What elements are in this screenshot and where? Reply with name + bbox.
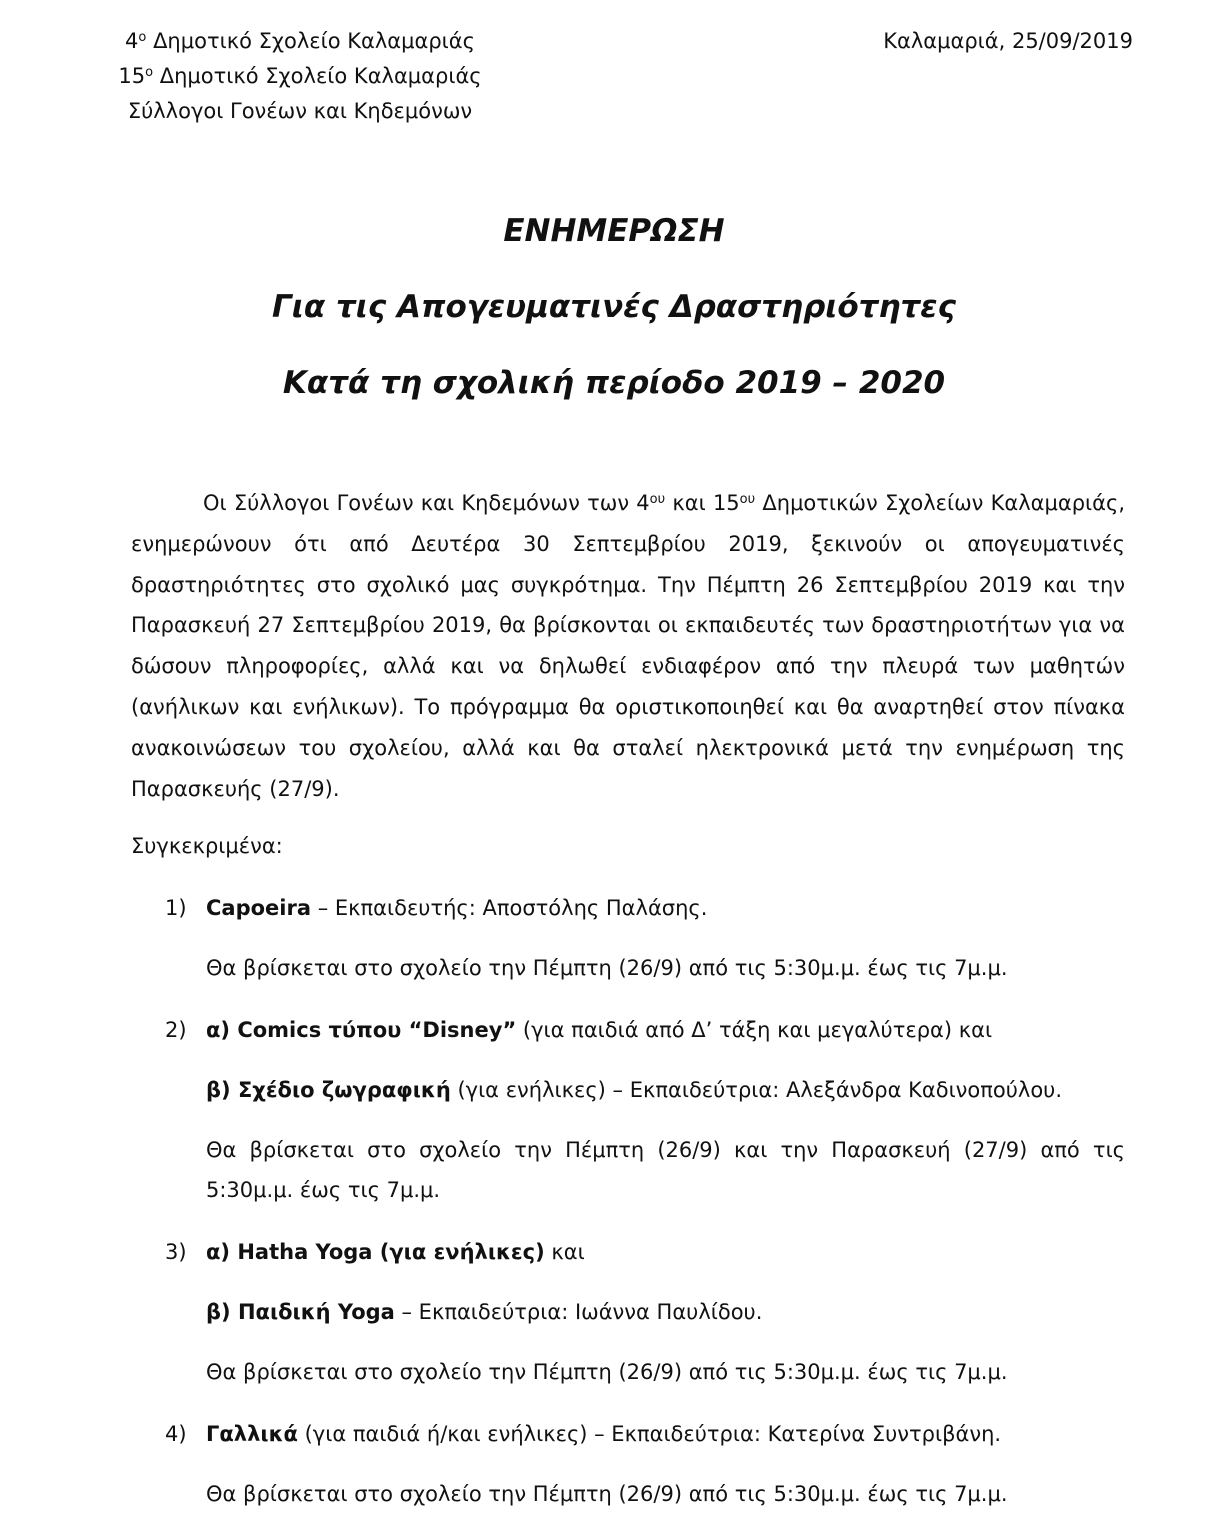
intro-text-3: Δημοτικών Σχολείων Καλαμαριάς, ενημερώνουν ότι από Δευτέρα 30 Σεπτεμβρίου 2019, ξεκινούν οι απογευματινές δραστηριότητες στο σχολικό μας συγκρότημα. Την Πέμπτη 26 Σεπτεμβρίου 2019 και την Παρασκευή 27 Σεπτεμβρίου 2019, θα βρίσκονται οι εκπαιδευτές των δραστηριοτήτων για να δώσουν πληροφορίες, αλλά και να δηλωθεί ενδιαφέρον από την πλευρά των μαθητών (ανήλικων και ενήλικων). Το πρόγραμμα θα οριστικοποιηθεί και θα αναρτηθεί στον πίνακα ανακοινώσεων του σχολείου, αλλά και θα σταλεί ηλεκτρονικά μετά την ενημέρωση της Παρασκευής (27/9).	[131, 491, 1125, 801]
school-1-name: Δημοτικό Σχολείο Καλαμαριάς	[146, 29, 475, 53]
intro-ordinal-2: ου	[739, 492, 756, 507]
activity-name: β) Παιδική Yoga	[206, 1300, 395, 1324]
activity-schedule: Θα βρίσκεται στο σχολείο την Πέμπτη (26/9) και την Παρασκευή (27/9) από τις 5:30μ.μ. έως τις 7μ.μ.	[206, 1138, 1125, 1202]
activity-info: και	[544, 1240, 585, 1264]
activities-list	[165, 888, 1125, 1514]
list-item	[165, 1010, 1125, 1050]
letterhead	[100, 24, 500, 129]
school-2-number: 15	[118, 64, 146, 88]
activity-schedule: Θα βρίσκεται στο σχολείο την Πέμπτη (26/9) από τις 5:30μ.μ. έως τις 7μ.μ.	[206, 956, 1008, 980]
list-subitem	[165, 1070, 1125, 1110]
intro-paragraph	[131, 483, 1125, 809]
activity-info: – Εκπαιδευτής: Αποστόλης Παλάσης.	[311, 896, 708, 920]
school-2-ordinal: ο	[145, 65, 154, 80]
place-date: Καλαμαριά, 25/09/2019	[883, 29, 1133, 53]
list-subitem	[165, 1292, 1125, 1332]
activity-info: – Εκπαιδεύτρια: Ιωάννα Παυλίδου.	[394, 1300, 763, 1324]
title-subject: Για τις Απογευματινές Δραστηριότητες	[272, 289, 956, 325]
activity-name: Γαλλικά	[206, 1422, 298, 1446]
intro-text-1: Οι Σύλλογοι Γονέων και Κηδεμόνων των 4	[203, 491, 650, 515]
school-2-name: Δημοτικό Σχολείο Καλαμαριάς	[153, 64, 482, 88]
activity-info: (για ενήλικες) – Εκπαιδεύτρια: Αλεξάνδρα Καδινοπούλου.	[450, 1078, 1062, 1102]
activity-info: (για παιδιά από Δ’ τάξη και μεγαλύτερα) και	[516, 1018, 993, 1042]
activity-schedule: Θα βρίσκεται στο σχολείο την Πέμπτη (26/9) από τις 5:30μ.μ. έως τις 7μ.μ.	[206, 1360, 1008, 1384]
specifically-label: Συγκεκριμένα:	[131, 834, 283, 858]
intro-text-2: και 15	[665, 491, 740, 515]
title-main: ΕΝΗΜΕΡΩΣΗ	[503, 213, 725, 249]
associations-line: Σύλλογοι Γονέων και Κηδεμόνων	[127, 99, 473, 123]
activity-schedule: Θα βρίσκεται στο σχολείο την Πέμπτη (26/9) από τις 5:30μ.μ. έως τις 7μ.μ.	[206, 1482, 1008, 1506]
school-1-line	[100, 24, 500, 59]
activity-name: Capoeira	[206, 896, 312, 920]
item-number: 2)	[165, 1018, 187, 1042]
list-item	[165, 888, 1125, 928]
school-2-line	[100, 59, 500, 94]
activity-name: α) Comics τύπου “Disney”	[206, 1018, 517, 1042]
item-number: 4)	[165, 1422, 187, 1446]
item-number: 1)	[165, 896, 187, 920]
title-block	[0, 206, 1228, 434]
school-1-number: 4	[125, 29, 139, 53]
title-period: Κατά τη σχολική περίοδο 2019 – 2020	[282, 365, 946, 401]
intro-ordinal-1: ου	[649, 492, 666, 507]
activity-name: α) Hatha Yoga (για ενήλικες)	[206, 1240, 545, 1264]
school-1-ordinal: ο	[138, 30, 147, 45]
list-item	[165, 1232, 1125, 1272]
activity-info: (για παιδιά ή/και ενήλικες) – Εκπαιδεύτρια: Κατερίνα Συντριβάνη.	[297, 1422, 1002, 1446]
list-item	[165, 1414, 1125, 1454]
item-number: 3)	[165, 1240, 187, 1264]
activity-name: β) Σχέδιο ζωγραφική	[206, 1078, 451, 1102]
